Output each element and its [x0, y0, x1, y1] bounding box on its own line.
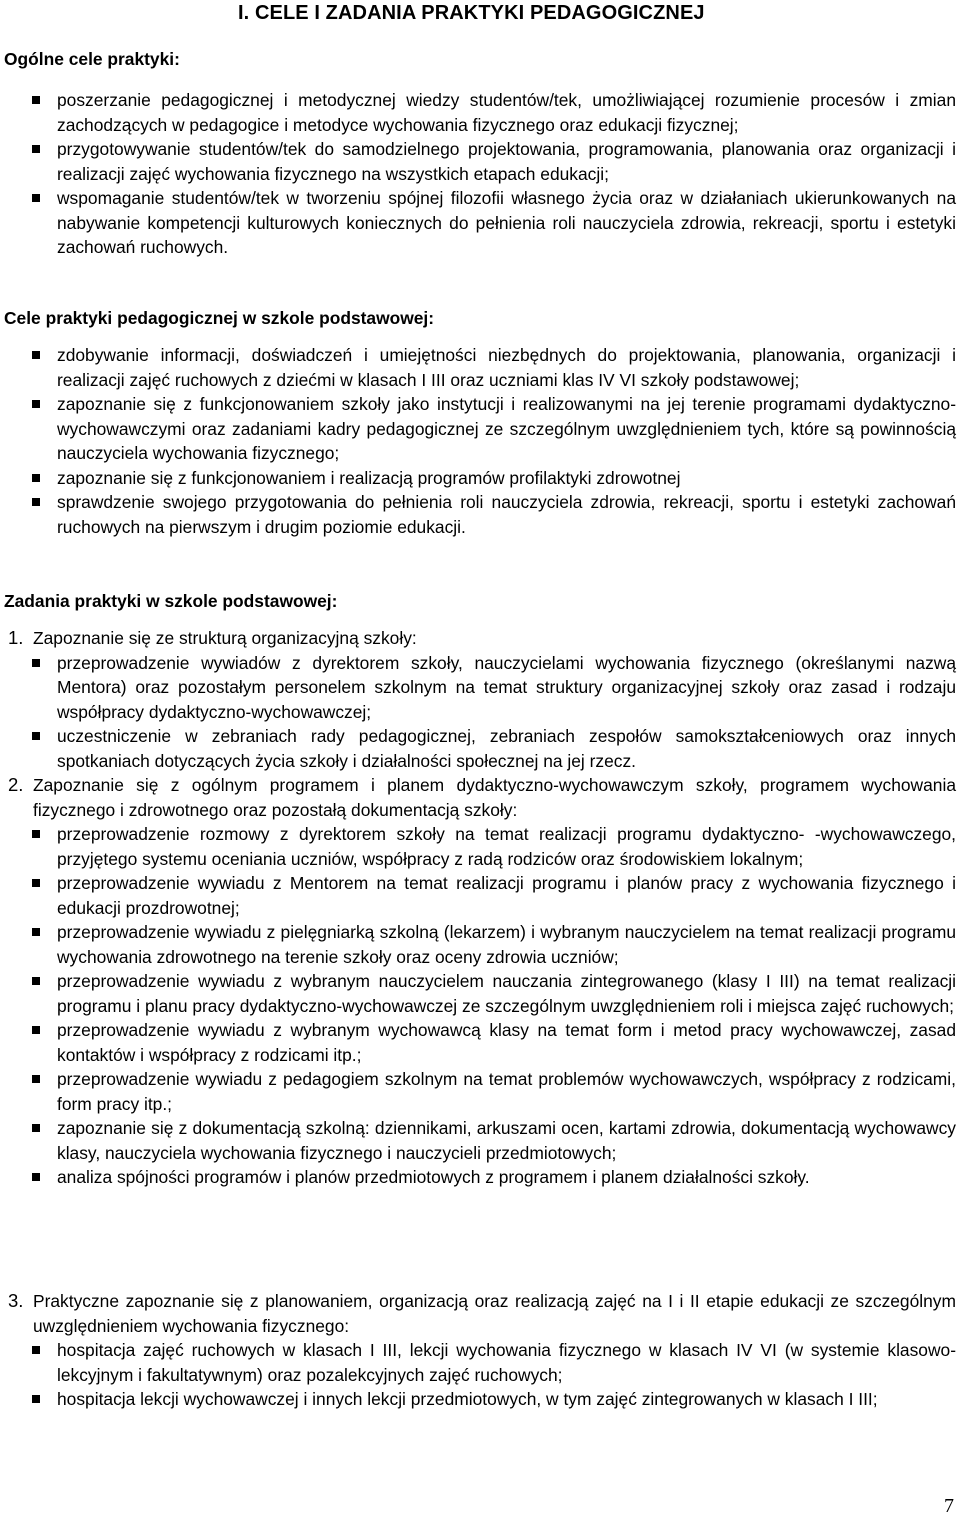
- list-item: zapoznanie się z dokumentacją szkolną: dziennikami, arkuszami ocen, kartami zdrowia, dokumentacją wychowawcy klasy, nauczyciela wychowania fizycznego i nauczycieli przedmiotowych;: [0, 1116, 956, 1165]
- section-number: 3.: [8, 1290, 24, 1311]
- list-item: przygotowywanie studentów/tek do samodzielnego projektowania, programowania, planowania oraz organizacji i realizacji zajęć wychowania fizycznego na wszystkich etapach edukacji;: [0, 137, 956, 186]
- section-2-list: [0, 822, 956, 1190]
- square-bullet-icon: [32, 928, 40, 936]
- list-item: przeprowadzenie wywiadu z pielęgniarką szkolną (lekarzem) i wybranym nauczycielem na temat realizacji programu wychowania zdrowotnego na terenie szkoły oraz oceny zdrowia uczniów;: [0, 920, 956, 969]
- square-bullet-icon: [32, 96, 40, 104]
- list-item: wspomaganie studentów/tek w tworzeniu spójnej filozofii własnego życia oraz w działaniach ukierunkowanych na nabywanie kompetencji kulturowych koniecznych do pełnienia roli nauczyciela zdrowia, rekreacji, sportu i estetyki zachowań ruchowych.: [0, 186, 956, 260]
- square-bullet-icon: [32, 659, 40, 667]
- list-item: hospitacja zajęć ruchowych w klasach I III, lekcji wychowania fizycznego w klasach IV VI (w systemie klasowo-lekcyjnym i fakultatywnym) oraz pozalekcyjnych zajęć ruchowych;: [0, 1338, 956, 1387]
- list-item: przeprowadzenie wywiadu z pedagogiem szkolnym na temat problemów wychowawczych, współpracy z rodzicami, form pracy itp.;: [0, 1067, 956, 1116]
- list-item: zapoznanie się z funkcjonowaniem szkoły jako instytucji i realizowanymi na jej terenie programami dydaktyczno-wychowawczymi oraz zadaniami kadry pedagogicznej ze szczególnym uwzględnieniem tych, które są powinnością nauczyciela wychowania fizycznego;: [0, 392, 956, 466]
- section-title: Zapoznanie się ze strukturą organizacyjną szkoły:: [33, 628, 417, 648]
- square-bullet-icon: [32, 400, 40, 408]
- section-title: Zapoznanie się z ogólnym programem i planem dydaktyczno-wychowawczym szkoły, programem wychowania fizycznego i zdrowotnego oraz pozostałą dokumentacją szkoły:: [33, 775, 956, 820]
- square-bullet-icon: [32, 732, 40, 740]
- section-1-list: [0, 651, 956, 774]
- list-item: analiza spójności programów i planów przedmiotowych z programem i planem działalności szkoły.: [0, 1165, 956, 1190]
- list-item: hospitacja lekcji wychowawczej i innych lekcji przedmiotowych, w tym zajęć zintegrowanych w klasach I III;: [0, 1387, 956, 1412]
- square-bullet-icon: [32, 474, 40, 482]
- task-section-3: [0, 1289, 956, 1412]
- section-number: 1.: [8, 627, 24, 648]
- general-goals-heading: Ogólne cele praktyki:: [4, 49, 180, 69]
- section-3-list: [0, 1338, 956, 1412]
- square-bullet-icon: [32, 194, 40, 202]
- general-goals-list: [0, 88, 956, 260]
- list-item: zdobywanie informacji, doświadczeń i umiejętności niezbędnych do projektowania, planowania, organizacji i realizacji zajęć ruchowych z dziećmi w klasach I III oraz uczniami klas IV VI szkoły podstawowej;: [0, 343, 956, 392]
- section-title: Praktyczne zapoznanie się z planowaniem, organizacją oraz realizacją zajęć na I i II etapie edukacji ze szczególnym uwzględnieniem wychowania fizycznego:: [33, 1291, 956, 1336]
- square-bullet-icon: [32, 1124, 40, 1132]
- list-item: przeprowadzenie wywiadów z dyrektorem szkoły, nauczycielami wychowania fizycznego (określanymi nazwą Mentora) oraz pozostałym personelem szkolnym na temat struktury organizacyjnej szkoły oraz zasad i rodzaju współpracy dydaktyczno-wychowawczej;: [0, 651, 956, 725]
- list-item: uczestniczenie w zebraniach rady pedagogicznej, zebraniach zespołów samokształceniowych oraz innych spotkaniach dotyczących życia szkoły i działalności społecznej na jej rzecz.: [0, 724, 956, 773]
- square-bullet-icon: [32, 1173, 40, 1181]
- primary-school-goals-list: [0, 343, 956, 539]
- square-bullet-icon: [32, 1075, 40, 1083]
- list-item: poszerzanie pedagogicznej i metodycznej wiedzy studentów/tek, umożliwiającej rozumienie procesów i zmian zachodzących w pedagogice i metodyce wychowania fizycznego oraz edukacji fizycznej;: [0, 88, 956, 137]
- square-bullet-icon: [32, 879, 40, 887]
- chapter-title: I. CELE I ZADANIA PRAKTYKI PEDAGOGICZNEJ: [238, 2, 705, 24]
- list-item: przeprowadzenie rozmowy z dyrektorem szkoły na temat realizacji programu dydaktyczno- -wychowawczego, przyjętego systemu oceniania uczniów, współpracy z radą rodziców oraz środowiskiem lokalnym;: [0, 822, 956, 871]
- page-number: 7: [944, 1495, 954, 1517]
- list-item: zapoznanie się z funkcjonowaniem i realizacją programów profilaktyki zdrowotnej: [0, 466, 956, 491]
- list-item: przeprowadzenie wywiadu z wybranym wychowawcą klasy na temat form i metod pracy wychowawczej, zasad kontaktów i współpracy z rodzicami itp.;: [0, 1018, 956, 1067]
- square-bullet-icon: [32, 145, 40, 153]
- square-bullet-icon: [32, 1395, 40, 1403]
- section-number: 2.: [8, 774, 24, 795]
- task-section-2: [0, 773, 956, 1190]
- square-bullet-icon: [32, 830, 40, 838]
- list-item: przeprowadzenie wywiadu z wybranym nauczycielem nauczania zintegrowanego (klasy I III) na temat realizacji programu i planu pracy dydaktyczno-wychowawczej ze szczególnym uwzględnieniem roli i miejsca zajęć ruchowych;: [0, 969, 956, 1018]
- square-bullet-icon: [32, 977, 40, 985]
- primary-school-goals-heading: Cele praktyki pedagogicznej w szkole podstawowej:: [4, 308, 435, 328]
- square-bullet-icon: [32, 1026, 40, 1034]
- list-item: przeprowadzenie wywiadu z Mentorem na temat realizacji programu i planów pracy z wychowania fizycznego i edukacji prozdrowotnej;: [0, 871, 956, 920]
- task-section-1: [0, 626, 956, 773]
- tasks-heading: Zadania praktyki w szkole podstawowej:: [4, 591, 338, 611]
- square-bullet-icon: [32, 498, 40, 506]
- square-bullet-icon: [32, 351, 40, 359]
- list-item: sprawdzenie swojego przygotowania do pełnienia roli nauczyciela zdrowia, rekreacji, sportu i estetyki zachowań ruchowych na pierwszym i drugim poziomie edukacji.: [0, 490, 956, 539]
- square-bullet-icon: [32, 1346, 40, 1354]
